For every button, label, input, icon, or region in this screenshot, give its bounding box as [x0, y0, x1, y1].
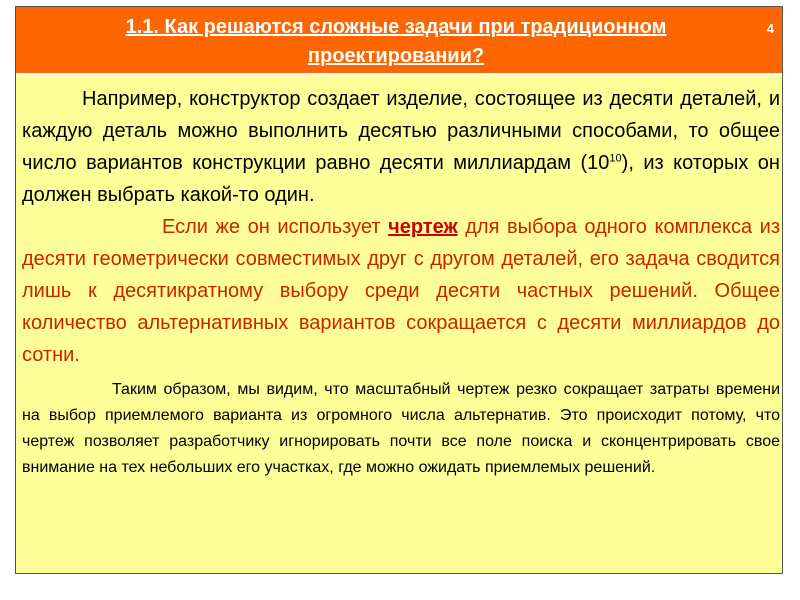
paragraph-example [22, 83, 780, 211]
keyword-drawing: чертеж [388, 216, 458, 238]
slide [15, 6, 783, 574]
slide-number: 4 [766, 21, 774, 36]
slide-header [16, 7, 782, 75]
slide-title: 1.1. Как решаются сложные задачи при традиционном проектировании? [125, 16, 667, 67]
paragraph-conclusion: Таким образом, мы видим, что масштабный чертеж резко сокращает затраты времени на выбор приемлемого варианта из огромного числа альтернатив. Это происходит потому, что чертеж позволяет разработчику игнорировать почти все поле поиска и сконцентрировать свое внимание на тех небольших его участках, где можно ожидать приемлемых решений. [22, 381, 780, 476]
slide-body [22, 83, 780, 481]
paragraph-drawing-text-after: для выбора одного комплекса из десяти геометрически совместимых друг с другом деталей, его задача сводится лишь к десятикратному выбору среди десяти частных решений. Общее количество альтернативных вариантов сокращается с десяти миллиардов до сотни. [22, 216, 781, 366]
paragraph-drawing-text-before: Если же он использует [162, 216, 389, 238]
paragraph-example-text-before: Например, конструктор создает изделие, состоящее из десяти деталей, и каждую деталь можно выполнить десятью различными способами, то общее число вариантов конструкции равно десяти миллиардам (10 [22, 88, 780, 174]
paragraph-example-text-after: ), из которых он должен выбрать какой-то один. [22, 152, 780, 206]
paragraph-drawing [22, 211, 780, 371]
exponent: 10 [609, 152, 622, 165]
